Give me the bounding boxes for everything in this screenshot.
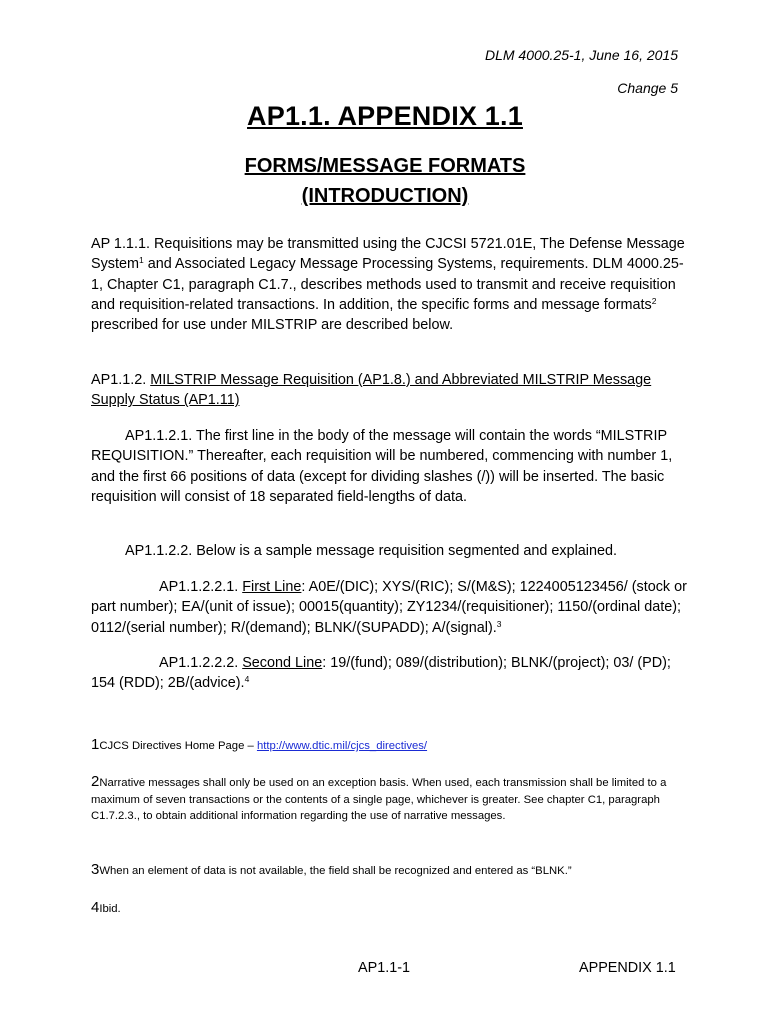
footnote-text: Narrative messages shall only be used on an exception basis. When used, each transmission shall be limited to a maximum of seven transactions or the contents of a single page, whichever is greater. See chapter C1, paragraph C1.7.2.3., to obtain additional information regarding the use of narrative messages. xyxy=(91,777,667,822)
second-line-label: Second Line xyxy=(242,655,323,671)
footnote-number: 2 xyxy=(91,773,100,790)
paragraph-text: and Associated Legacy Message Processing Systems, requirements. DLM 4000.25-1, Chapter C1, paragraph C1.7., describes methods used to transmit and receive requisition and requisition-related transactions. In addition, the specific forms and message formats xyxy=(91,256,684,313)
section-title: FORMS/MESSAGE FORMATS xyxy=(244,155,526,177)
footnote-4 xyxy=(91,900,691,918)
cjcs-directives-link[interactable]: http://www.dtic.mil/cjcs_directives/ xyxy=(256,740,428,752)
paragraph-ap1-1-1 xyxy=(91,234,691,335)
header-doc-reference: DLM 4000.25-1, June 16, 2015 xyxy=(484,47,678,63)
first-line-label: First Line xyxy=(242,579,302,595)
footnote-text: When an element of data is not available, the field shall be recognized and entered as “BLNK.” xyxy=(99,865,572,877)
paragraph-text: prescribed for use under MILSTRIP are described below. xyxy=(91,317,454,334)
paragraph-text: : A0E/(DIC); XYS/(RIC); S/(M&S); 1224005123456/ (stock or part number); EA/(unit of issue); 00015(quantity); ZY1234/(requisitioner); 1150/(ordinal date); 0112/(serial number); R/(demand); BLNK/(SUPADD); A/(signal). xyxy=(91,579,687,636)
section-subtitle: (INTRODUCTION) xyxy=(301,185,469,207)
paragraph-text: : 19/(fund); 089/(distribution); BLNK/(project); 03/ (PD); 154 (RDD); 2B/(advice). xyxy=(91,655,671,692)
paragraph-number: AP1.1.2. xyxy=(91,372,151,388)
paragraph-ap1-1-2-2-2 xyxy=(91,653,691,694)
paragraph-ap1-1-2-1: AP1.1.2.1. The first line in the body of the message will contain the words “MILSTRIP REQUISITION.” Thereafter, each requisition will be numbered, commencing with number 1, and the first 66 positions of data (except for dividing slashes (/)) will be inserted. The basic requisition will consist of 18 separated field-lengths of data. xyxy=(91,428,673,505)
footnote-3 xyxy=(91,862,691,880)
footnote-ref-4[interactable]: 4 xyxy=(244,674,250,685)
footnote-text: CJCS Directives Home Page – xyxy=(99,740,257,752)
header-change-number: Change 5 xyxy=(617,80,678,96)
paragraph-number: AP1.1.2.2.2. xyxy=(159,655,243,671)
paragraph-heading: MILSTRIP Message Requisition (AP1.8.) and Abbreviated MILSTRIP Message Supply Status (AP1.11) xyxy=(91,372,652,409)
paragraph-ap1-1-2-2-1 xyxy=(91,577,691,638)
footer-appendix-label: APPENDIX 1.1 xyxy=(579,960,676,976)
footnote-ref-3[interactable]: 3 xyxy=(496,618,502,629)
paragraph-text: AP 1.1.1. Requisitions may be transmitted using the CJCSI 5721.01E, The Defense Message System xyxy=(91,236,685,273)
footnote-text: Ibid. xyxy=(99,903,121,915)
paragraph-number: AP1.1.2.2.1. xyxy=(159,579,243,595)
page-title: AP1.1. APPENDIX 1.1 xyxy=(247,101,523,131)
footnote-number: 1 xyxy=(91,736,100,753)
footnote-ref-1[interactable]: 1 xyxy=(138,255,144,266)
footnote-1 xyxy=(91,737,691,755)
footer-page-number: AP1.1-1 xyxy=(358,960,410,976)
footnote-ref-2[interactable]: 2 xyxy=(651,295,657,306)
paragraph-ap1-1-2 xyxy=(91,370,691,411)
paragraph-ap1-1-2-2: AP1.1.2.2. Below is a sample message requisition segmented and explained. xyxy=(125,543,617,559)
footnote-number: 3 xyxy=(91,861,100,878)
footnote-2 xyxy=(91,774,691,825)
footnote-number: 4 xyxy=(91,899,100,916)
